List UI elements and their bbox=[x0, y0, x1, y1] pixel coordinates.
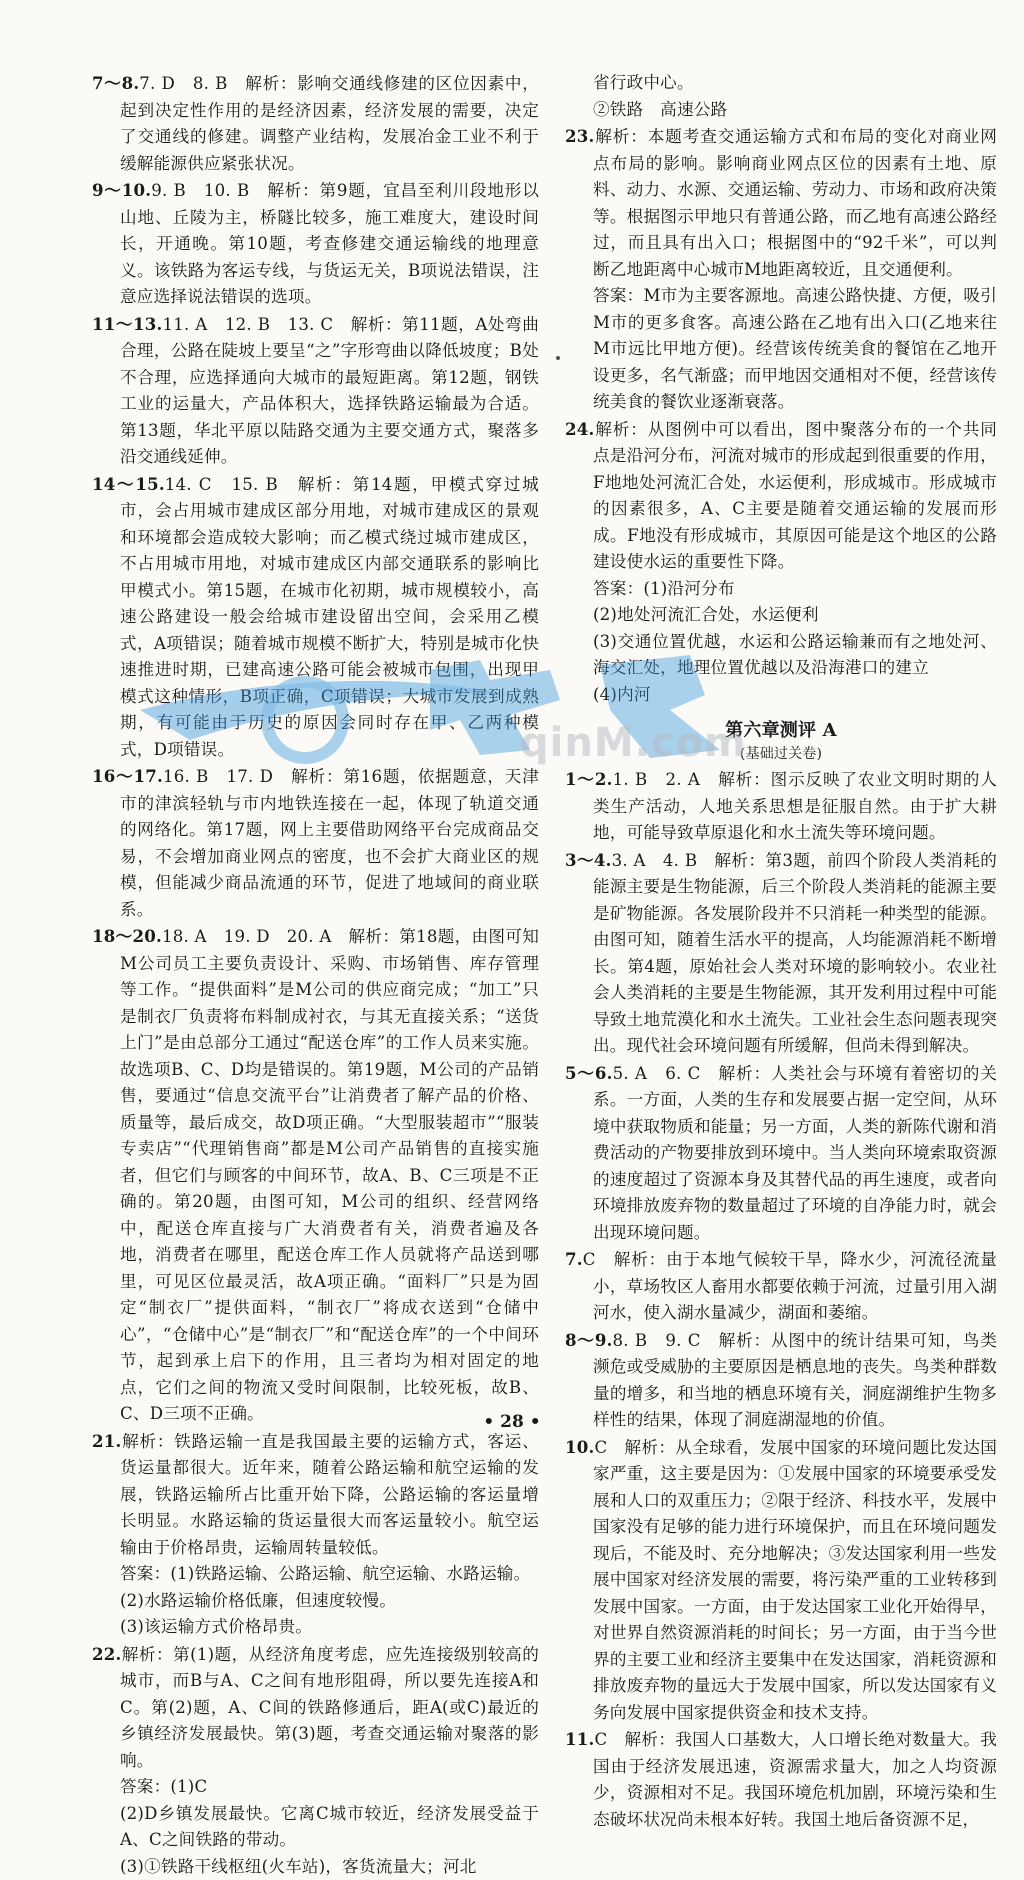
answer-item-22 bbox=[92, 1641, 539, 1775]
item-number: 7. bbox=[565, 1249, 583, 1269]
item-text: 8. B 9. C 解析：从图中的统计结果可知，鸟类濒危或受威胁的主要原因是栖息地的丧失。鸟类种群数量的增多，和当地的栖息环境有关，洞庭湖维护生物多样性的结果，体现了洞庭湖湿地的价值。 bbox=[593, 1331, 997, 1430]
answer-line: (2)水路运输价格低廉，但速度较慢。 bbox=[92, 1588, 539, 1615]
item-number: 8～9. bbox=[565, 1330, 613, 1350]
item-number: 3～4. bbox=[565, 850, 612, 870]
item-number: 1～2. bbox=[565, 769, 613, 789]
answer-item-21 bbox=[92, 1428, 539, 1562]
item-number: 22. bbox=[92, 1644, 121, 1664]
answer-line: (2)地处河流汇合处，水运便利 bbox=[565, 602, 997, 629]
item-number: 11. bbox=[565, 1729, 594, 1749]
item-number: 5～6. bbox=[565, 1063, 613, 1083]
answer-line: 答案：(1)C bbox=[92, 1774, 539, 1801]
page-number: • 28 • bbox=[0, 1412, 1024, 1432]
item-text: 解析：从图例中可以看出，图中聚落分布的一个共同点是沿河分布，河流对城市的形成起到很重要的作用，F地地处河流汇合处，水运便利，形成城市。形成城市的因素很多，A、C主要是随着交通运输的发展而形成。F地没有形成城市，其原因可能是这个地区的公路建设使水运的重要性下降。 bbox=[593, 420, 997, 572]
answer-line: 省行政中心。 bbox=[565, 70, 997, 97]
answer-item-23 bbox=[565, 123, 997, 283]
item-number: 18～20. bbox=[92, 926, 162, 946]
item-text: 1. B 2. A 解析：图示反映了农业文明时期的人类生产活动，人地关系思想是征服自然。由于扩大耕地，可能导致草原退化和水土流失等环境问题。 bbox=[593, 770, 997, 842]
answer-item-5-6 bbox=[565, 1060, 997, 1247]
answer-line: 答案：(1)铁路运输、公路运输、航空运输、水路运输。 bbox=[92, 1561, 539, 1588]
item-number: 14～15. bbox=[92, 474, 165, 494]
item-text: 解析：第(1)题，从经济角度考虑，应先连接级别较高的城市，而B与A、C之间有地形阻碍，所以要先连接A和C。第(2)题，A、C间的铁路修通后，距A(或C)最近的乡镇经济发展最快。第(3)题，考查交通运输对聚落的影响。 bbox=[120, 1645, 539, 1770]
answer-line: (3)交通位置优越，水运和公路运输兼而有之地处河、海交汇处，地理位置优越以及沿海港口的建立 bbox=[565, 629, 997, 682]
answer-item-18-20 bbox=[92, 923, 539, 1428]
answer-item-11 bbox=[565, 1726, 997, 1833]
chapter-title: 第六章测评 A bbox=[565, 718, 997, 744]
item-text: 11. A 12. B 13. C 解析：第11题，A处弯曲合理，公路在陡坡上要呈“之”字形弯曲以降低坡度；B处不合理，应选择通向大城市的最短距离。第12题，钢铁工业的运量大，产品体积大，选择铁路运输最为合适。第13题，华北平原以陆路交通为主要交通方式，聚落多沿交通线延伸。 bbox=[120, 315, 539, 467]
item-number: 11～13. bbox=[92, 314, 162, 334]
stray-dot bbox=[556, 356, 560, 360]
answer-item-24 bbox=[565, 416, 997, 576]
item-text: C 解析：我国人口基数大，人口增长绝对数量大。我国由于经济发展迅速，资源需求量大，加之人均资源少，资源相对不足。我国环境危机加剧，环境污染和生态破坏状况尚未根本好转。我国土地后备资源不足， bbox=[593, 1730, 997, 1829]
item-text: 3. A 4. B 解析：第3题，前四个阶段人类消耗的能源主要是生物能源，后三个阶段人类消耗的能源主要是矿物能源。各发展阶段并不只消耗一种类型的能源。由图可知，随着生活水平的提高，人均能源消耗不断增长。第4题，原始社会人类对环境的影响较小。农业社会人类消耗的主要是生物能源，其开发利用过程中可能导致土地荒漠化和水土流失。工业社会生态问题表现突出。现代社会环境问题有所缓解，但尚未得到解决。 bbox=[593, 851, 997, 1056]
item-text: 7. D 8. B 解析：影响交通线修建的区位因素中，起到决定性作用的是经济因素，经济发展的需要，决定了交通线的修建。调整产业结构，发展冶金工业不利于缓解能源供应紧张状况。 bbox=[120, 74, 539, 173]
right-column bbox=[565, 70, 997, 1833]
answer-item-7-8 bbox=[92, 70, 539, 177]
answer-line: (3)①铁路干线枢纽(火车站)，客货流量大；河北 bbox=[92, 1854, 539, 1880]
watermark-text: qinM.com bbox=[520, 720, 747, 766]
answer-item-16-17 bbox=[92, 763, 539, 923]
answer-line: (2)D乡镇发展最快。它离C城市较近，经济发展受益于A、C之间铁路的带动。 bbox=[92, 1801, 539, 1854]
answer-line: 答案：(1)沿河分布 bbox=[565, 576, 997, 603]
item-number: 23. bbox=[565, 126, 594, 146]
item-text: 16. B 17. D 解析：第16题，依据题意，天津市的津滨轻轨与市内地铁连接在一起，体现了轨道交通的网络化。第17题，网上主要借助网络平台完成商品交易，不会增加商业网点的密度，也不会扩大商业区的规模，但能减少商品流通的环节，促进了地域间的商业联系。 bbox=[120, 767, 539, 919]
item-text: 14. C 15. B 解析：第14题，甲模式穿过城市，会占用城市建成区部分用地，对城市建成区的景观和环境都会造成较大影响；而乙模式绕过城市建成区，不占用城市用地，对城市建成区内部交通联系的影响比甲模式小。第15题，在城市化初期，城市规模较小，高速公路建设一般会给城市建设留出空间，会采用乙模式，A项错误；随着城市规模不断扩大，特别是城市化快速推进时期，已建高速公路可能会被城市包围，出现甲模式这种情形，B项正确，C项错误；大城市发展到成熟期，有可能由于历史的原因会同时存在甲、乙两种模式，D项错误。 bbox=[120, 475, 539, 759]
item-text: 解析：本题考查交通运输方式和布局的变化对商业网点布局的影响。影响商业网点区位的因素有土地、原料、动力、水源、交通运输、劳动力、市场和政府决策等。根据图示甲地只有普通公路，而乙地有高速公路经过，而且具有出入口；根据图中的“92千米”，可以判断乙地距离中心城市M地距离较近，且交通便利。 bbox=[593, 127, 997, 279]
answer-line: (3)该运输方式价格昂贵。 bbox=[92, 1614, 539, 1641]
answer-line: 答案：M市为主要客源地。高速公路快捷、方便，吸引M市的更多食客。高速公路在乙地有出入口(乙地来往M市远比甲地方便)。经营该传统美食的餐馆在乙地开设更多，名气渐盛；而甲地因交通相对不便，经营该传统美食的餐饮业逐渐衰落。 bbox=[565, 283, 997, 416]
item-text: 5. A 6. C 解析：人类社会与环境有着密切的关系。一方面，人类的生存和发展要占据一定空间，从环境中获取物质和能量；另一方面，人类的新陈代谢和消费活动的产物要排放到环境中。当人类向环境索取资源的速度超过了资源本身及其替代品的再生速度，或者向环境排放废弃物的数量超过了环境的自净能力时，就会出现环境问题。 bbox=[593, 1064, 997, 1242]
answer-line: ②铁路 高速公路 bbox=[565, 97, 997, 124]
answer-item-11-13 bbox=[92, 311, 539, 471]
answer-line: (4)内河 bbox=[565, 682, 997, 709]
item-number: 10. bbox=[565, 1437, 594, 1457]
answer-item-1-2 bbox=[565, 766, 997, 847]
answer-item-3-4 bbox=[565, 847, 997, 1060]
item-number: 9～10. bbox=[92, 180, 151, 200]
item-text: 18. A 19. D 20. A 解析：第18题，由图可知M公司员工主要负责设计、采购、市场销售、库存管理等工作。“提供面料”是M公司的供应商完成；“加工”只是制衣厂负责将布料制成衬衣，与其无直接关系；“送货上门”是由总部分工通过“配送仓库”的工作人员来实施。故选项B、C、D均是错误的。第19题，M公司的产品销售，要通过“信息交流平台”让消费者了解产品的价格、质量等，最后成交，故D项正确。“大型服装超市”“服装专卖店”“代理销售商”都是M公司产品销售的直接实施者，但它们与顾客的中间环节，故A、B、C三项是不正确的。第20题，由图可知，M公司的组织、经营网络中，配送仓库直接与广大消费者有关，消费者遍及各地，消费者在哪里，配送仓库工作人员就将产品送到哪里，可见区位最灵活，故A项正确。“面料厂”只是为固定“制衣厂”提供面料，“制衣厂”将成衣送到“仓储中心”，“仓储中心”是“制衣厂”和“配送仓库”的一个中间环节，起到承上启下的作用，且三者均为相对固定的地点，它们之间的物流又受时间限制，比较死板，故B、C、D三项不正确。 bbox=[120, 927, 539, 1423]
item-text: C 解析：从全球看，发展中国家的环境问题比发达国家严重，这主要是因为：①发展中国家的环境要承受发展和人口的双重压力；②限于经济、科技水平，发展中国家没有足够的能力进行环境保护，而且在环境问题发现后，不能及时、充分地解决；③发达国家利用一些发展中国家对经济发展的需要，将污染严重的工业转移到发展中国家。一方面，由于发达国家工业化开始得早，对世界自然资源消耗的时间长；另一方面，由于当今世界的主要工业和经济主要集中在发达国家，消耗资源和排放废弃物的量远大于发展中国家，所以发达国家有义务向发展中国家提供资金和技术支持。 bbox=[593, 1438, 997, 1722]
answer-item-14-15 bbox=[92, 471, 539, 764]
left-column bbox=[92, 70, 539, 1880]
item-number: 7～8. bbox=[92, 73, 139, 93]
chapter-subtitle: (基础过关卷) bbox=[565, 744, 997, 764]
item-number: 16～17. bbox=[92, 766, 163, 786]
item-text: 解析：铁路运输一直是我国最主要的运输方式，客运、货运量都很大。近年来，随着公路运输和航空运输的发展，铁路运输所占比重开始下降，公路运输的客运量增长明显。水路运输的货运量很大而客运量较小。航空运输由于价格昂贵，运输周转量较低。 bbox=[120, 1432, 539, 1557]
item-number: 21. bbox=[92, 1431, 121, 1451]
answer-item-9-10 bbox=[92, 177, 539, 311]
answer-item-10 bbox=[565, 1434, 997, 1727]
item-number: 24. bbox=[565, 419, 594, 439]
item-text: C 解析：由于本地气候较干旱，降水少，河流径流量小，草场牧区人畜用水都要依赖于河流，过量引用入湖河水，使入湖水量减少，湖面和萎缩。 bbox=[583, 1250, 997, 1322]
item-text: 9. B 10. B 解析：第9题，宜昌至利川段地形以山地、丘陵为主，桥隧比较多，施工难度大，建设时间长，开通晚。第10题，考查修建交通运输线的地理意义。该铁路为客运专线，与货运无关，B项说法错误，注意应选择说法错误的选项。 bbox=[120, 181, 539, 306]
answer-item-7 bbox=[565, 1246, 997, 1327]
